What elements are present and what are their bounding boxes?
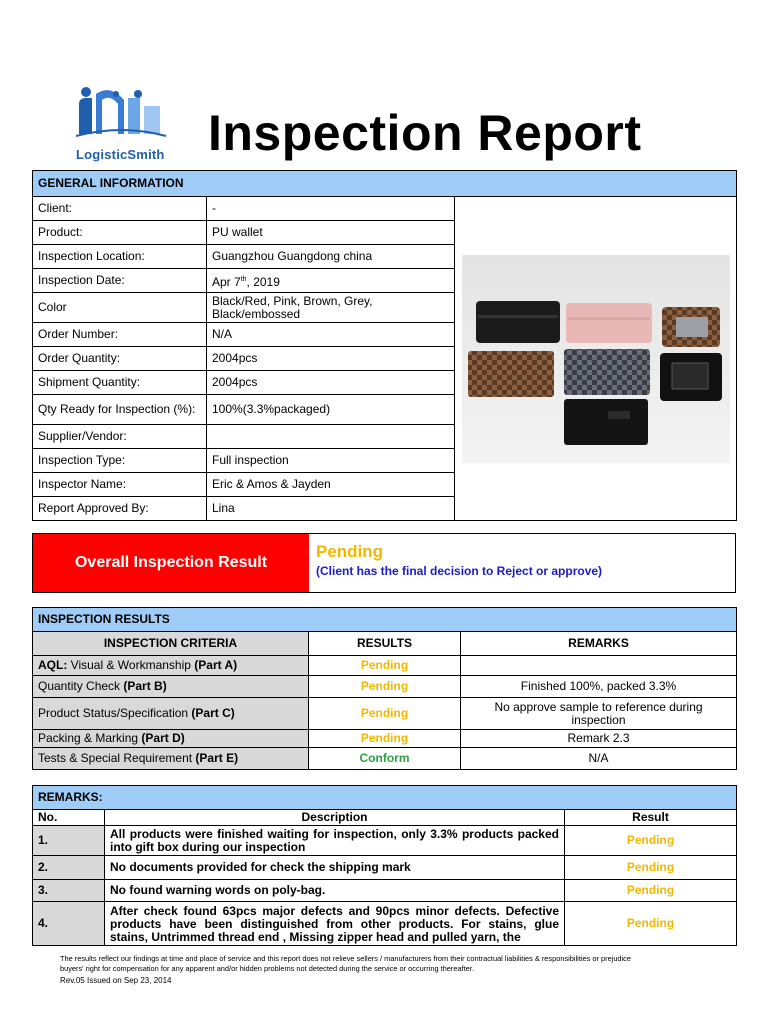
overall-result-status: Pending: [316, 542, 384, 561]
order-quantity-label: Order Quantity:: [33, 347, 207, 371]
remark-part-c: No approve sample to reference during inspection: [461, 698, 737, 730]
brand-name: LogisticSmith: [76, 147, 165, 162]
results-column-header: RESULTS: [309, 632, 461, 656]
criteria-name: Visual & Workmanship: [67, 658, 195, 672]
criteria-part: (Part E): [195, 751, 239, 765]
approved-by-label: Report Approved By:: [33, 497, 207, 521]
inspection-results-heading: INSPECTION RESULTS: [33, 608, 737, 632]
criteria-part-a: [33, 656, 309, 676]
overall-result-note: (Client has the final decision to Reject or approve): [316, 564, 603, 578]
inspection-type-label: Inspection Type:: [33, 449, 207, 473]
criteria-part-d: [33, 730, 309, 748]
client-label: Client:: [33, 197, 207, 221]
criteria-part: (Part D): [141, 731, 185, 745]
inspector-name-label: Inspector Name:: [33, 473, 207, 497]
remark-part-a: [461, 656, 737, 676]
qty-ready-label: Qty Ready for Inspection (%):: [33, 395, 207, 425]
shipment-quantity-label: Shipment Quantity:: [33, 371, 207, 395]
remarks-column-header: REMARKS: [461, 632, 737, 656]
criteria-part-c: [33, 698, 309, 730]
wallet-brown-check-icon: [468, 351, 554, 397]
remark-result-1: Pending: [565, 826, 737, 856]
remark-result-3: Pending: [565, 880, 737, 902]
footer-line-1: The results reflect our findings at time and place of service and this report does not relieve sellers / manufacturers from their contractual liabilities & responsibilities or prejudice: [60, 954, 631, 963]
criteria-name: Quantity Check: [38, 679, 124, 693]
product-photo: [462, 255, 730, 463]
location-label: Inspection Location:: [33, 245, 207, 269]
remark-desc-4: [105, 902, 565, 946]
product-value: PU wallet: [207, 221, 455, 245]
criteria-name: Product Status/Specification: [38, 706, 192, 720]
date-year: , 2019: [246, 274, 280, 289]
remark-desc-3: No found warning words on poly-bag.: [105, 880, 565, 902]
overall-result-box: [32, 533, 736, 593]
date-suffix: th: [240, 275, 247, 283]
remark-desc-1: All products were finished waiting for inspection, only 3.3% products packed into gift box during our inspection: [105, 826, 565, 856]
no-column-header: No.: [33, 810, 105, 826]
order-quantity-value: 2004pcs: [207, 347, 455, 371]
date-main: Apr 7: [212, 274, 241, 289]
general-info-table: [32, 170, 737, 521]
remark-no-2: 2.: [33, 856, 105, 880]
logo: [76, 84, 168, 164]
criteria-name: Packing & Marking: [38, 731, 142, 745]
order-number-value: N/A: [207, 323, 455, 347]
footer-disclaimer: [60, 954, 740, 986]
client-value: -: [207, 197, 455, 221]
footer-line-2: buyers' right for compensation for any apparent and/or hidden problems not detected during the service or occurring thereafter.: [60, 964, 474, 973]
criteria-part-b: [33, 676, 309, 698]
remark-result-4: Pending: [565, 902, 737, 946]
logistic-smith-logo-icon: [76, 84, 168, 140]
result-column-header: Result: [565, 810, 737, 826]
criteria-part-e: [33, 748, 309, 770]
inspector-name-value: Eric & Amos & Jayden: [207, 473, 455, 497]
product-photo-cell: [455, 197, 737, 521]
result-part-d: Pending: [309, 730, 461, 748]
page-title: Inspection Report: [208, 105, 642, 161]
general-info-heading: GENERAL INFORMATION: [33, 171, 737, 197]
result-part-a: Pending: [309, 656, 461, 676]
criteria-part: (Part C): [191, 706, 235, 720]
supplier-label: Supplier/Vendor:: [33, 425, 207, 449]
wallet-black-red-icon: [476, 301, 560, 343]
shipment-quantity-value: 2004pcs: [207, 371, 455, 395]
criteria-part: (Part A): [194, 658, 238, 672]
wallet-grey-check-icon: [564, 349, 650, 395]
remark-no-1: 1.: [33, 826, 105, 856]
product-label: Product:: [33, 221, 207, 245]
remark-no-3: 3.: [33, 880, 105, 902]
remark-part-d: Remark 2.3: [461, 730, 737, 748]
color-label: Color: [33, 293, 207, 323]
aql-prefix: AQL:: [38, 658, 68, 672]
remark-part-b: Finished 100%, packed 3.3%: [461, 676, 737, 698]
result-part-c: Pending: [309, 698, 461, 730]
remarks-heading: REMARKS:: [33, 786, 737, 810]
remark-desc-4-text: After check found 63pcs major defects and 90pcs minor defects. Defective products have been distinguished from other products. For stains, glue stains, Untrimmed thread end , Missing zipper head and pulled yarn, the: [110, 905, 559, 944]
approved-by-value: Lina: [207, 497, 455, 521]
remark-part-e: N/A: [461, 748, 737, 770]
footer-revision: Rev.05 Issued on Sep 23, 2014: [60, 976, 172, 985]
criteria-name: Tests & Special Requirement: [38, 751, 196, 765]
remarks-table: [32, 785, 737, 946]
criteria-column-header: INSPECTION CRITERIA: [33, 632, 309, 656]
overall-result-label: Overall Inspection Result: [33, 534, 309, 592]
inspection-type-value: Full inspection: [207, 449, 455, 473]
inspection-results-table: [32, 607, 737, 770]
remark-no-4: 4.: [33, 902, 105, 946]
wallet-black-embossed-icon: [564, 399, 648, 445]
remark-result-2: Pending: [565, 856, 737, 880]
supplier-value: [207, 425, 455, 449]
order-number-label: Order Number:: [33, 323, 207, 347]
result-part-e: Conform: [309, 748, 461, 770]
criteria-part: (Part B): [123, 679, 167, 693]
qty-ready-value: 100%(3.3%packaged): [207, 395, 455, 425]
wallet-pink-icon: [566, 303, 652, 343]
description-column-header: Description: [105, 810, 565, 826]
date-label: Inspection Date:: [33, 269, 207, 293]
color-value: Black/Red, Pink, Brown, Grey, Black/embossed: [207, 293, 455, 323]
result-part-b: Pending: [309, 676, 461, 698]
remark-desc-2: No documents provided for check the shipping mark: [105, 856, 565, 880]
location-value: Guangzhou Guangdong china: [207, 245, 455, 269]
date-value: [207, 269, 455, 293]
